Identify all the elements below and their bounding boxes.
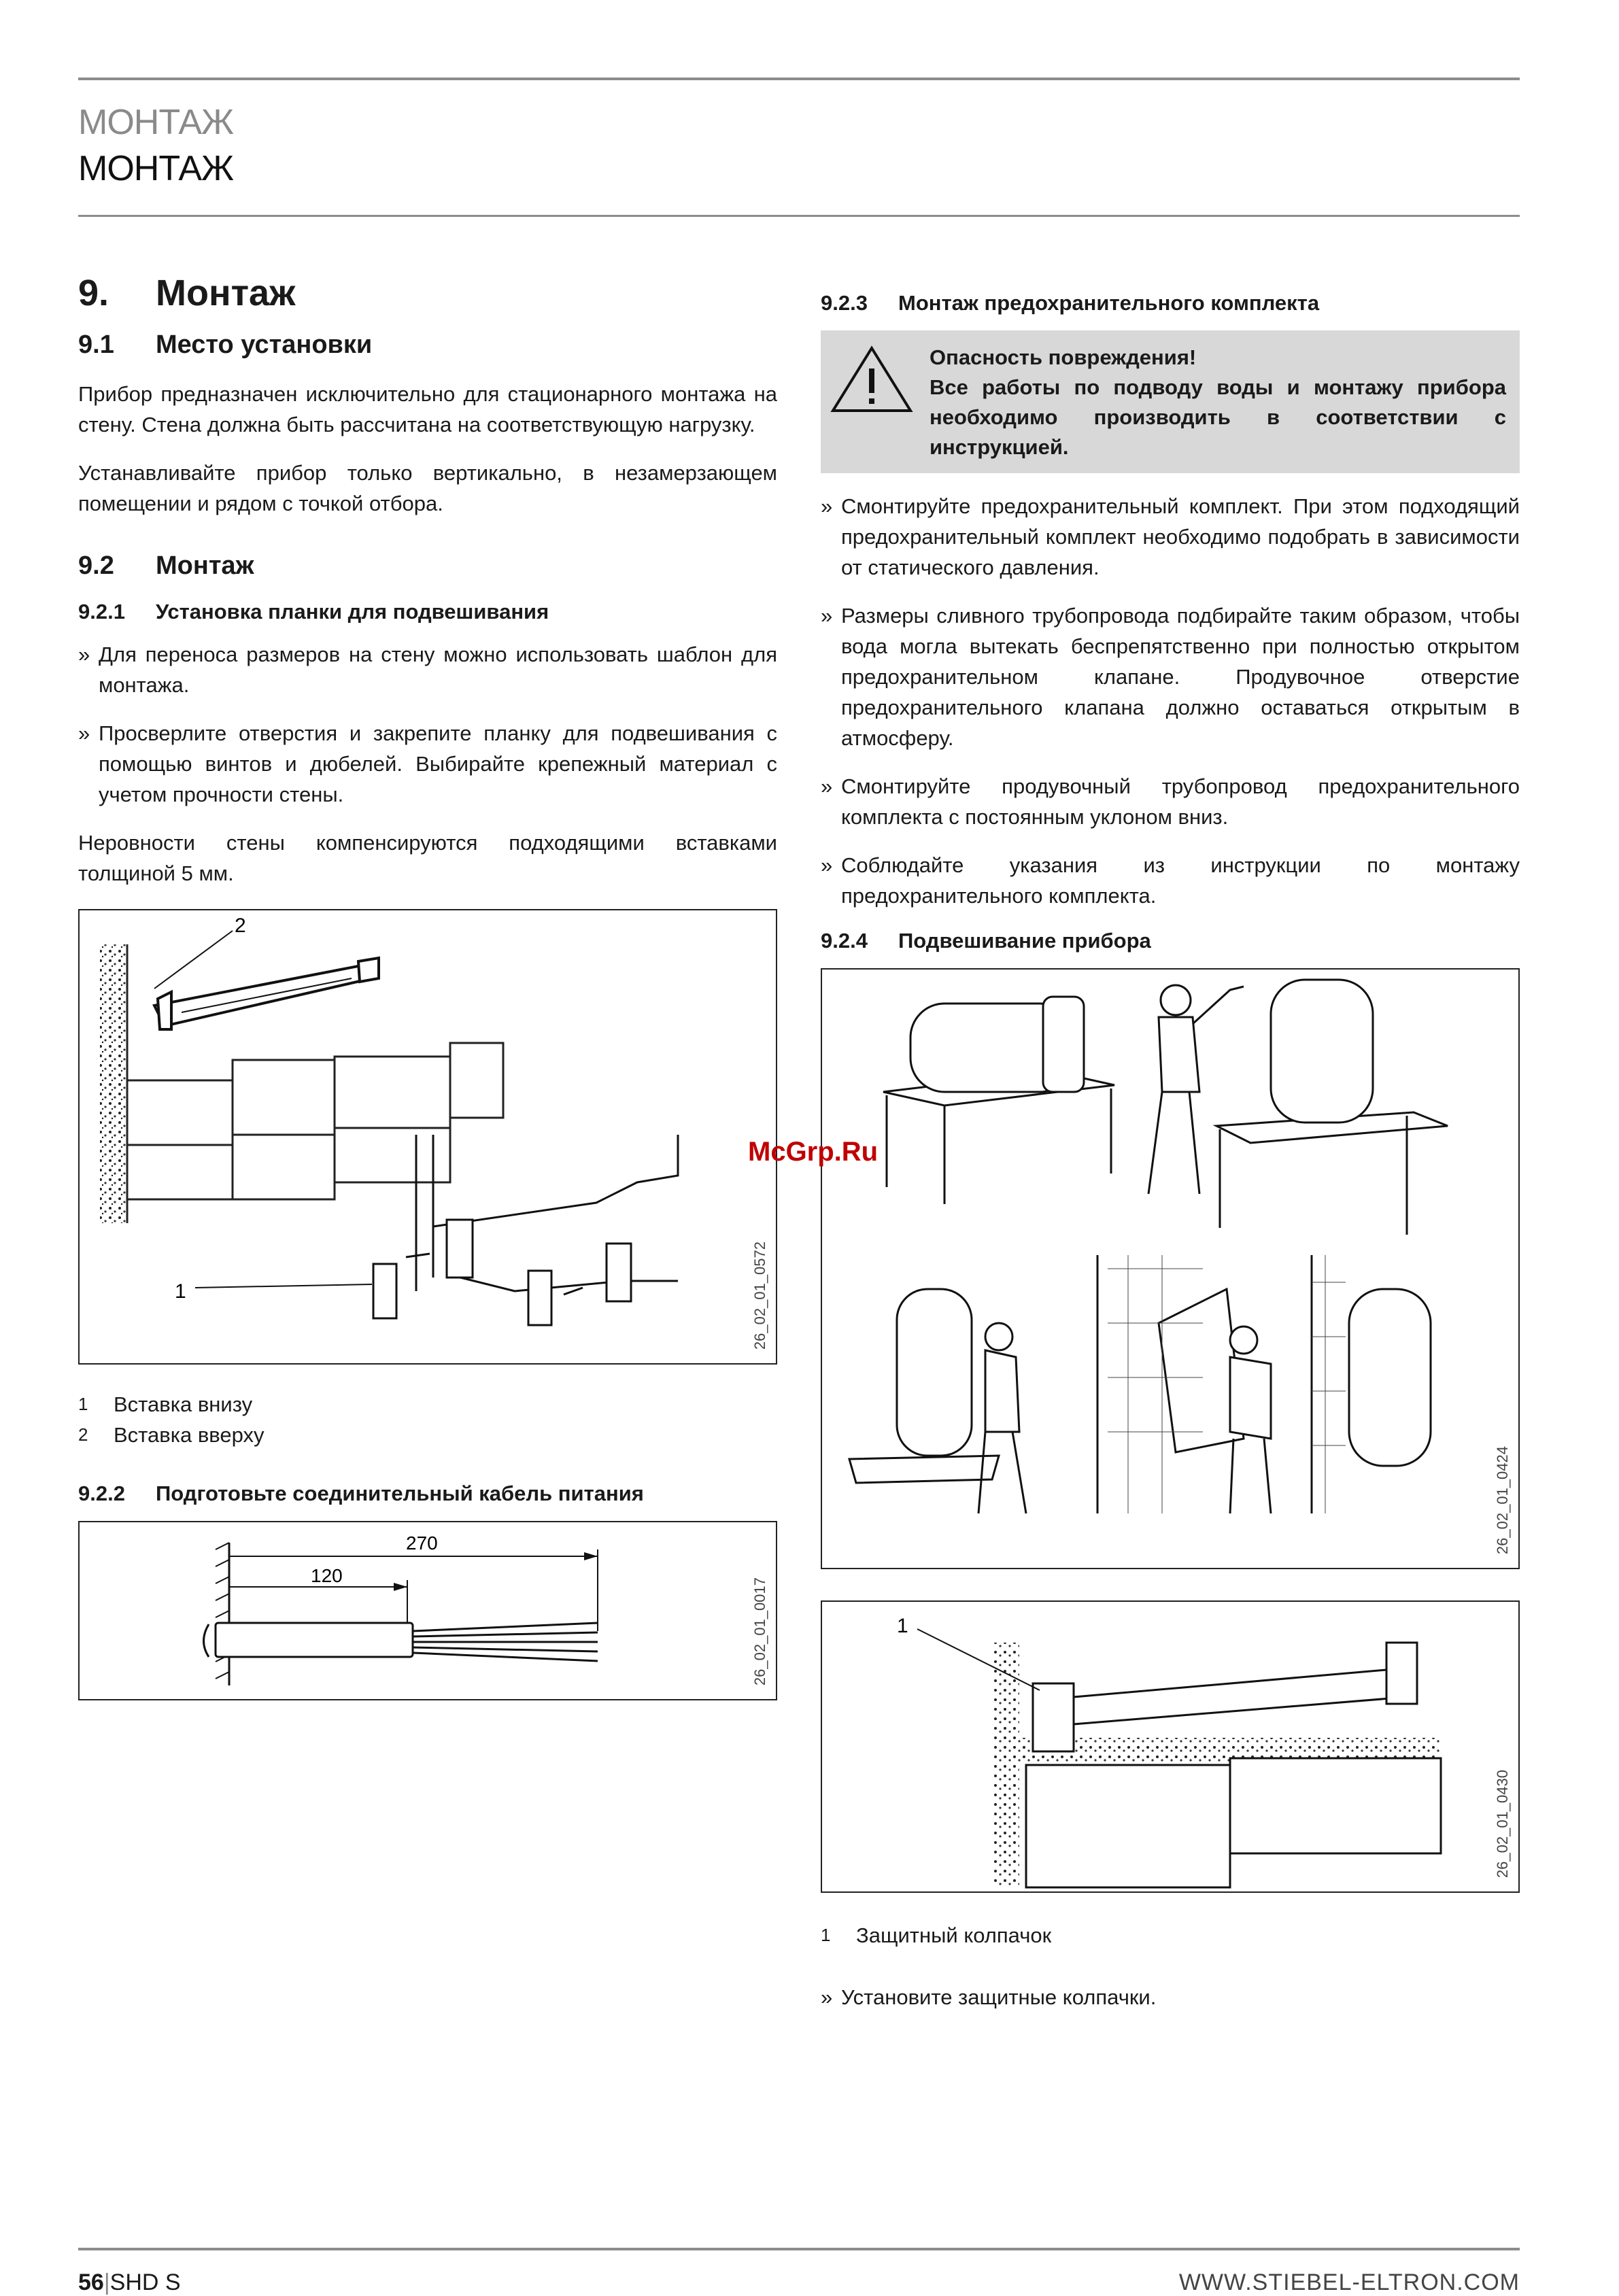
header-title: МОНТАЖ <box>78 149 234 188</box>
section-9-2-heading: 9.2 Монтаж <box>78 551 254 580</box>
bullet-blowdown-pipe: » Смонтируйте продувочный трубопровод предохранительного комплекта с постоянным уклоном вниз. <box>821 774 1520 829</box>
callout-1: 1 <box>175 1280 186 1303</box>
bullet-safety-kit: » Смонтируйте предохранительный комплект. При этом подходящий предохранительный комплект необходимо подобрать в зависимости от статического давления. <box>821 494 1520 579</box>
warning-triangle-icon <box>828 343 930 462</box>
figure-cable <box>78 1521 777 1700</box>
section-9-1-paragraph-2: Устанавливайте прибор только вертикально, в незамерзающем помещении и рядом с точкой отбора. <box>78 461 777 515</box>
figure-hanging-appliance <box>821 968 1520 1569</box>
footer-rule <box>78 2248 1520 2250</box>
bullet-text: Для переноса размеров на стену можно использовать шаблон для монтажа. <box>99 642 777 697</box>
bullet-instructions: » Соблюдайте указания из инструкции по монтажу предохранительного комплекта. <box>821 853 1520 908</box>
callout-2: 2 <box>235 914 246 937</box>
legend-item: 2 Вставка вверху <box>78 1423 265 1447</box>
hanging-illustration <box>822 970 1518 1568</box>
warning-box <box>821 330 1520 473</box>
section-9-2-2-heading: 9.2.2 Подготовьте соединительный кабель питания <box>78 1481 644 1505</box>
figure-code: 26_02_01_0424 <box>1494 1445 1511 1554</box>
section-9-1-paragraph-1: Прибор предназначен исключительно для стационарного монтажа на стену. Стена должна быть рассчитана на соответствующую нагрузку. <box>78 382 777 436</box>
model-name: SHD S <box>109 2269 181 2295</box>
warning-title: Опасность повреждения! <box>930 345 1197 369</box>
dimension-270: 270 <box>406 1532 438 1554</box>
left-column <box>78 272 777 1700</box>
watermark: McGrp.Ru <box>748 1137 879 1167</box>
bracket-illustration <box>80 910 776 1363</box>
figure-code: 26_02_01_0430 <box>1494 1769 1511 1878</box>
bullet-drill: » Просверлите отверстия и закрепите планку для подвешивания с помощью винтов и дюбелей. Выбирайте крепежный материал с учетом прочности стены. <box>78 721 777 806</box>
unevenness-paragraph: Неровности стены компенсируются подходящими вставками толщиной 5 мм. <box>78 831 777 885</box>
bullet-install-caps: » Установите защитные колпачки. <box>821 1985 1157 2009</box>
legend-item: 1 Защитный колпачок <box>821 1923 1052 1947</box>
footer-url: WWW.STIEBEL-ELTRON.COM <box>1178 2269 1520 2295</box>
protective-cap-illustration <box>822 1602 1518 1891</box>
figure-code: 26_02_01_0572 <box>751 1241 768 1350</box>
dimension-120: 120 <box>311 1565 343 1586</box>
section-9-1-heading: 9.1 Место установки <box>78 330 373 359</box>
top-rule <box>78 78 1520 80</box>
section-9-2-3-heading: 9.2.3 Монтаж предохранительного комплекта <box>821 291 1320 315</box>
callout-1: 1 <box>897 1615 908 1637</box>
bullet-template <box>78 639 777 700</box>
header-title-grey: МОНТАЖ <box>78 103 234 142</box>
legend-item: 1 Вставка внизу <box>78 1392 253 1416</box>
section-9-heading: 9. Монтаж <box>78 273 296 313</box>
figure-protective-cap <box>821 1600 1520 1893</box>
header-rule <box>78 215 1520 217</box>
figure-code: 26_02_01_0017 <box>751 1577 768 1685</box>
bullet-mark: » <box>78 642 90 666</box>
cable-illustration <box>80 1522 776 1699</box>
bullet-drain-pipe: » Размеры сливного трубопровода подбирайте таким образом, чтобы вода могла вытекать беспрепятственно при полностью открытом предохранительном клапане. Продувочное отверстие предохранительного клапана должно оставаться открытым в атмосферу. <box>821 604 1520 750</box>
page-number: 56 <box>78 2269 104 2295</box>
footer-page-info: 56|SHD S <box>78 2269 181 2295</box>
right-column <box>821 291 1520 2030</box>
section-9-2-1-heading: 9.2.1 Установка планки для подвешивания <box>78 600 549 623</box>
section-9-2-4-heading: 9.2.4 Подвешивание прибора <box>821 929 1151 953</box>
figure-bracket-inserts <box>78 909 777 1365</box>
warning-text: Все работы по подводу воды и монтажу прибора необходимо производить в соответствии с инструкцией. <box>930 375 1506 459</box>
